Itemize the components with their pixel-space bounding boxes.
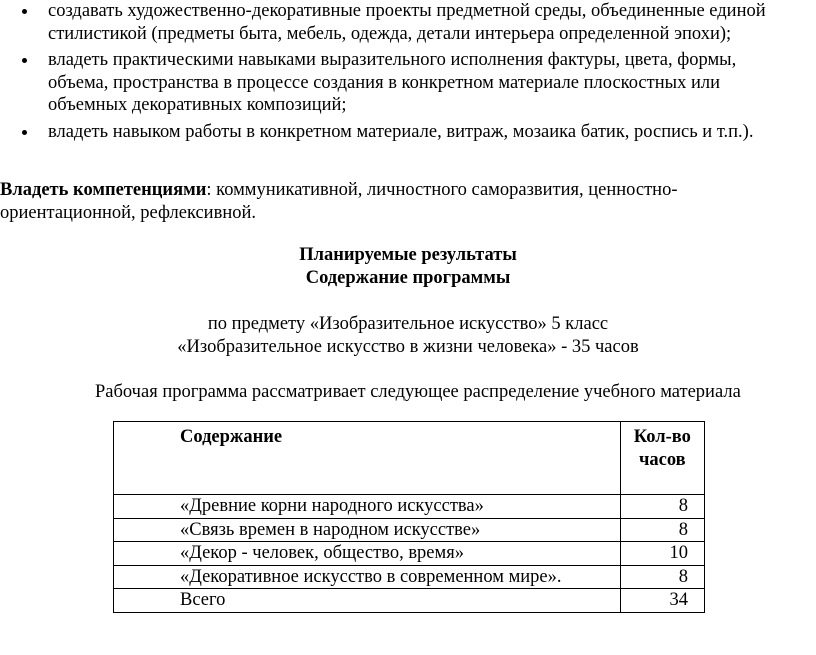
table-row-total (114, 589, 705, 613)
row-content: «Связь времен в народном искусстве» (180, 519, 481, 540)
row-hours: 8 (620, 565, 704, 589)
list-item-text: создавать художественно-декоративные проекты предметной среды, объединенные единой стилистикой (предметы быта, мебель, одежда, детали интерьера определенной эпохи); (48, 1, 766, 44)
total-label: Всего (180, 590, 226, 610)
bullet-list (0, 0, 816, 147)
content-heading: Содержание программы (305, 268, 511, 288)
header-content: Содержание (114, 422, 621, 495)
bullet-icon (22, 130, 27, 135)
header-hours: Кол-во часов (620, 422, 704, 495)
total-hours: 34 (620, 589, 704, 613)
table-header-row (114, 422, 705, 495)
intro-text: Рабочая программа рассматривает следующее распределение учебного материала (95, 382, 741, 402)
list-item (0, 121, 816, 144)
row-hours: 8 (620, 495, 704, 519)
row-hours: 8 (620, 518, 704, 542)
row-content: «Древние корни народного искусства» (180, 496, 484, 516)
hours-table (113, 421, 705, 613)
row-content: «Декор - человек, общество, время» (180, 543, 464, 563)
row-hours: 10 (620, 542, 704, 566)
table-row (114, 542, 705, 566)
table-row (114, 518, 705, 542)
row-content: «Декоративное искусство в современном мире». (114, 565, 621, 589)
list-item (0, 0, 816, 45)
competence-text: : коммуникативной, личностного саморазвития, ценностно-ориентационной, рефлексивной. (0, 180, 678, 223)
table-row (114, 495, 705, 519)
list-item-text: владеть навыком работы в конкретном материале, витраж, мозаика батик, роспись и т.п.). (48, 121, 754, 142)
list-item-text: владеть практическими навыками выразительного исполнения фактуры, цвета, формы, объема, пространства в процессе создания в конкретном материале плоскостных или объемных декоративных композиций; (48, 50, 737, 115)
bullet-icon (22, 9, 27, 14)
table-row (114, 565, 705, 589)
competence-label: Владеть компетенциями (0, 180, 207, 200)
list-item (0, 49, 816, 117)
subject-line-2: «Изобразительное искусство в жизни человека» - 35 часов (177, 337, 639, 357)
bullet-icon (22, 58, 27, 63)
competence-paragraph (0, 179, 800, 224)
subject-line-1: по предмету «Изобразительное искусство» 5 класс (207, 314, 609, 334)
results-heading: Планируемые результаты (299, 245, 517, 265)
